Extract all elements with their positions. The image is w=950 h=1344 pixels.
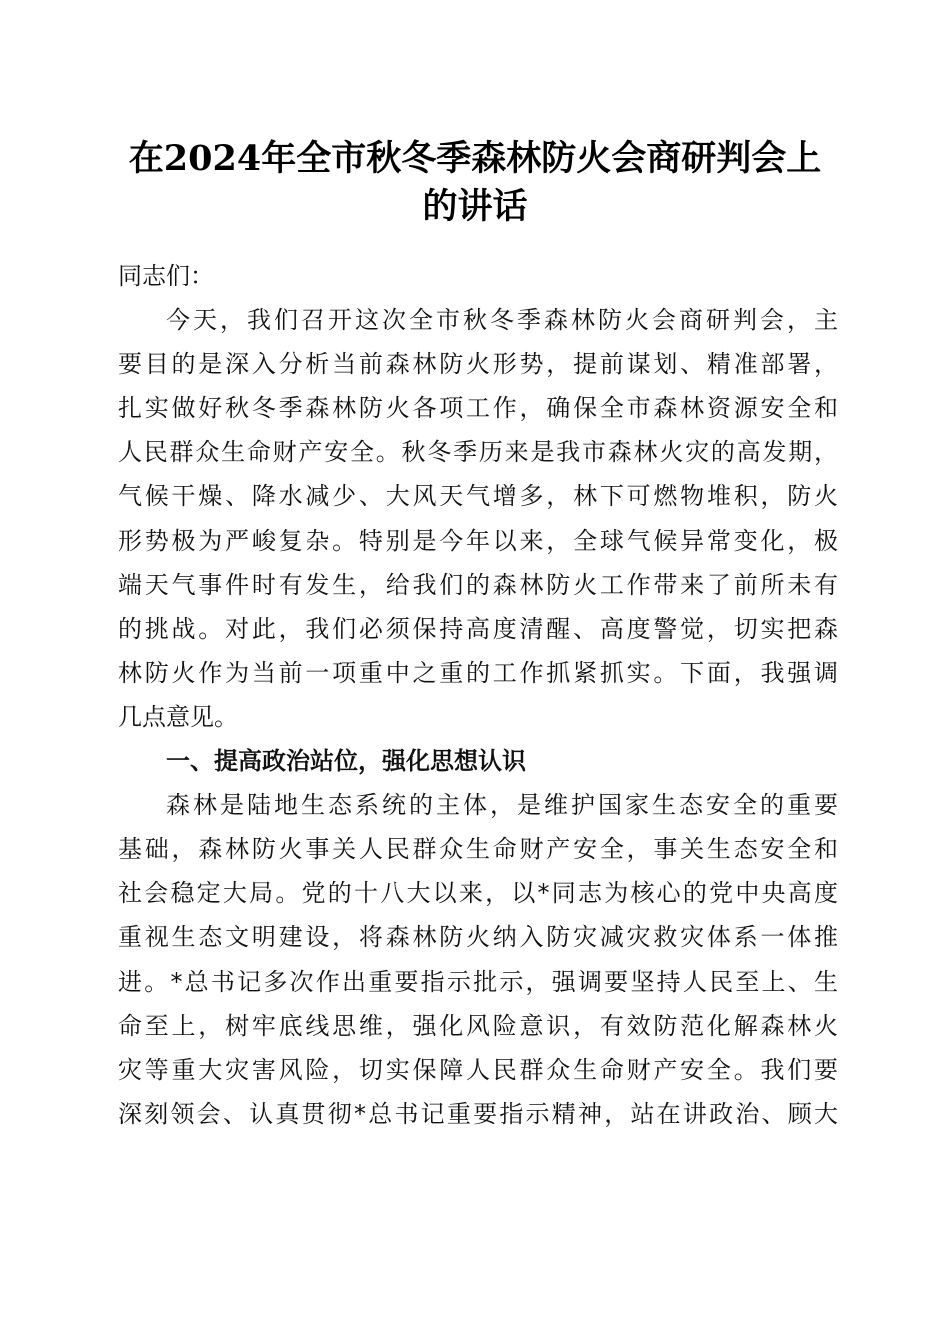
title-line-2: 的讲话 <box>422 186 528 227</box>
paragraph-line: 气候干燥、降水减少、大风天气增多，林下可燃物堆积，防火 <box>118 482 838 511</box>
title-line-1: 在2024年全市秋冬季森林防火会商研判会上 <box>128 138 822 179</box>
paragraph-line: 的挑战。对此，我们必须保持高度清醒、高度警觉，切实把森 <box>118 614 838 643</box>
paragraph-line: 深刻领会、认真贯彻*总书记重要指示精神，站在讲政治、顾大 <box>118 1099 838 1128</box>
paragraph-line: 命至上，树牢底线思维，强化风险意识，有效防范化解森林火 <box>118 1011 838 1040</box>
section-heading-1: 一、提高政治站位，强化思想认识 <box>166 747 526 776</box>
paragraph-line: 形势极为严峻复杂。特别是今年以来，全球气候异常变化，极 <box>118 526 838 555</box>
paragraph-line: 端天气事件时有发生，给我们的森林防火工作带来了前所未有 <box>118 570 838 599</box>
paragraph-line: 扎实做好秋冬季森林防火各项工作，确保全市森林资源安全和 <box>118 394 838 423</box>
paragraph-line: 进。*总书记多次作出重要指示批示，强调要坚持人民至上、生 <box>118 967 838 996</box>
paragraph-line: 人民群众生命财产安全。秋冬季历来是我市森林火灾的高发期， <box>118 438 838 467</box>
paragraph-line: 重视生态文明建设，将森林防火纳入防灾减灾救灾体系一体推 <box>118 923 838 952</box>
paragraph-line: 灾等重大灾害风险，切实保障人民群众生命财产安全。我们要 <box>118 1055 838 1084</box>
paragraph-2 <box>118 783 838 1136</box>
paragraph-line: 几点意见。 <box>118 702 238 731</box>
paragraph-line: 森林是陆地生态系统的主体，是维护国家生态安全的重要 <box>166 791 838 820</box>
paragraph-line: 林防火作为当前一项重中之重的工作抓紧抓实。下面，我强调 <box>118 658 838 687</box>
document-title <box>100 135 850 231</box>
paragraph-line: 基础，森林防火事关人民群众生命财产安全，事关生态安全和 <box>118 835 838 864</box>
paragraph-1 <box>118 298 838 739</box>
document-body <box>118 254 838 1136</box>
greeting: 同志们： <box>118 262 214 290</box>
paragraph-line: 社会稳定大局。党的十八大以来，以*同志为核心的党中央高度 <box>118 879 838 908</box>
paragraph-line: 今天，我们召开这次全市秋冬季森林防火会商研判会，主 <box>166 306 838 335</box>
paragraph-line: 要目的是深入分析当前森林防火形势，提前谋划、精准部署， <box>118 350 838 379</box>
